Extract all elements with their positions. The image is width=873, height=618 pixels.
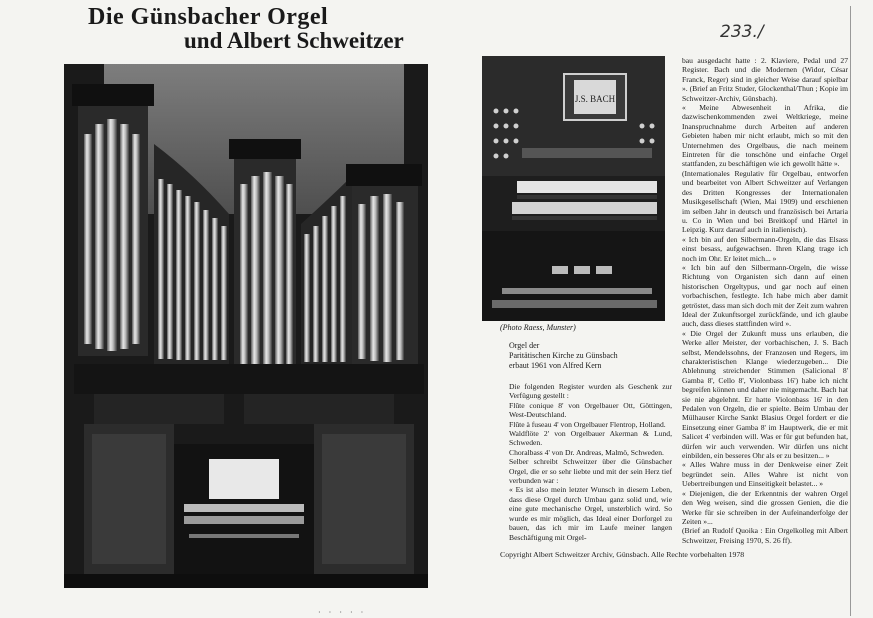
copyright-line: Copyright Albert Schweitzer Archiv, Günsbach. Alle Rechte vorbehalten 1978 [500,550,745,559]
organ-front-illustration [64,64,428,588]
organ-console-illustration [482,56,665,321]
paragraph: « Diejenigen, die der Erkenntnis der wahren Orgel den Weg weisen, sind die grossen Genien, die die Werke für sie schreiben in der Aufeinanderfolge der Zeiten »... [682,488,848,526]
article-column-1 [509,382,672,542]
paragraph: Flûte conique 8' von Orgelbauer Ott, Göttingen, West-Deutschland. [509,400,672,420]
paragraph: « Ich bin auf den Silbermann-Orgeln, die das Elsass einst besass, aufgewachsen. Ihren Klang trage ich noch im Ohr. Er leitet mich... » [682,234,848,263]
organ-photo-left [64,64,428,588]
paragraph: Choralbass 4' von Dr. Andreas, Malmö, Schweden. [509,447,664,457]
caption-line-1: Orgel der [509,341,540,350]
paragraph: Flûte à fuseau 4' von Orgelbauer Flentrop, Holland. [509,419,666,429]
bach-plaque-text: J.S. BACH [574,94,616,104]
scan-edge-line [850,6,851,616]
paragraph: « Die Orgel der Zukunft muss uns erlauben, die Werke aller Meister, der vorbachischen, J. S. Bach selbst, Mendelssohns, der Franzosen und Regers, im charakteristischen Klange wiederzugeben... Die Ablehnung streichender Stimmen (Salicional 8' Gamba 8', Cello 8', Violonbass 16') habe ich nicht begreifen können und daher nie mitgemacht. Bach hat sie nie abgelehnt. Er hatte Violonbass 16' in den Pedalen von Orgeln, die er spielte. Beim Umbau der Mülhauser Kirche Sankt Blasius Orgel fordert er die Einsetzung einer Gamba 8' im Hauptwerk, die er mit Salicet 4' verbinden will. Was er für gut befunden hat, dürfen wir auch verwenden. Wir dürfen uns nicht einbilden, ein besseres Ohr als er zu besitzen... » [682,328,848,461]
paragraph: « Meine Abwesenheit in Afrika, die dazwischenkommenden zwei Weltkriege, meine Inanspruchnahme durch Arbeiten auf anderen Gebieten haben mir nicht erlaubt, mich so mit den Unternehmen des Orgelbaus, die nach meinem Eintreten für die tonschöne und einfache Orgel stattfanden, zu beschäftigen wie ich gewollt hätte ». [682,103,848,169]
bottom-page-marks: · · · · · [318,608,367,617]
organ-console-photo [482,56,665,321]
paragraph: « Alles Wahre muss in der Denkweise einer Zeit begründet sein. Alles Wahre ist nicht von Uebertreibungen und Einseitigkeit belastet... » [682,460,848,489]
paragraph: (Brief an Rudolf Quoika : Ein Orgelkolleg mit Albert Schweitzer, Freising 1970, S. 26 ff). [682,526,848,545]
paragraph: Waldflöte 2' von Orgelbauer Akerman & Lund, Schweden. [509,429,672,448]
paragraph: Selber schreibt Schweitzer über die Günsbacher Orgel, die er so sehr liebte und mit der sein Herz tief verbunden war : [509,457,672,486]
caption-line-2: Paritätischen Kirche zu Günsbach [509,351,618,360]
article-column-2 [682,56,848,545]
handwritten-page-number: 233./ [720,22,764,42]
paragraph: « Ich bin auf den Silbermann-Orgeln, die wisse Richtung von Organisten sich dann auf einen historischen Orgeltypus, und gar noch auf einen vorbachischen, festlegte. Ich habe mich aber damit getröstet, dass man sich doch mit der Zeit zum wahren Ideal der Zukunftsorgel zurückfände, und ich glaube auch, dass dieses stattfinden wird ». [682,262,848,329]
paragraph: « Es ist also mein letzter Wunsch in diesem Leben, dass diese Orgel durch Umbau ganz solid und, wie eine gute mechanische Orgel, unsterblich wird. So wurde es mir möglich, das Ideal einer Dorforgel zu bauen, das ich mir im Laufe meiner langen Beschäftigung mit Orgel- [509,485,672,542]
headline-line-1: Die Günsbacher Orgel [88,4,329,30]
photo-credit: (Photo Raess, Munster) [500,323,576,332]
photo-caption [509,341,669,371]
paragraph: (Internationales Regulativ für Orgelbau, entworfen und bearbeitet von Albert Schweitzer auf Verlangen des Dritten Kongresses der Internationalen Musikgesellschaft (Wien, Mai 1909) und erschienen im selben Jahr in deutsch und französisch bei Artaria u. Co in Wien und bei Breitkopf und Härtel in Leipzig. Kurz darauf auch in italienisch). [682,168,848,235]
caption-line-3: erbaut 1961 von Alfred Kern [509,361,602,370]
paragraph: Die folgenden Register wurden als Geschenk zur Verfügung gestellt : [509,382,672,401]
headline-line-2: und Albert Schweitzer [184,28,404,53]
paragraph: bau ausgedacht hatte : 2. Klaviere, Pedal und 27 Register. Bach und die Modernen (Widor, César Franck, Reger) sind in gleicher Weise darauf spielbar ». (Brief an Fritz Studer, Glockenthal/Thun ; Kopie im Schweitzer-Archiv, Günsbach). [682,56,848,103]
